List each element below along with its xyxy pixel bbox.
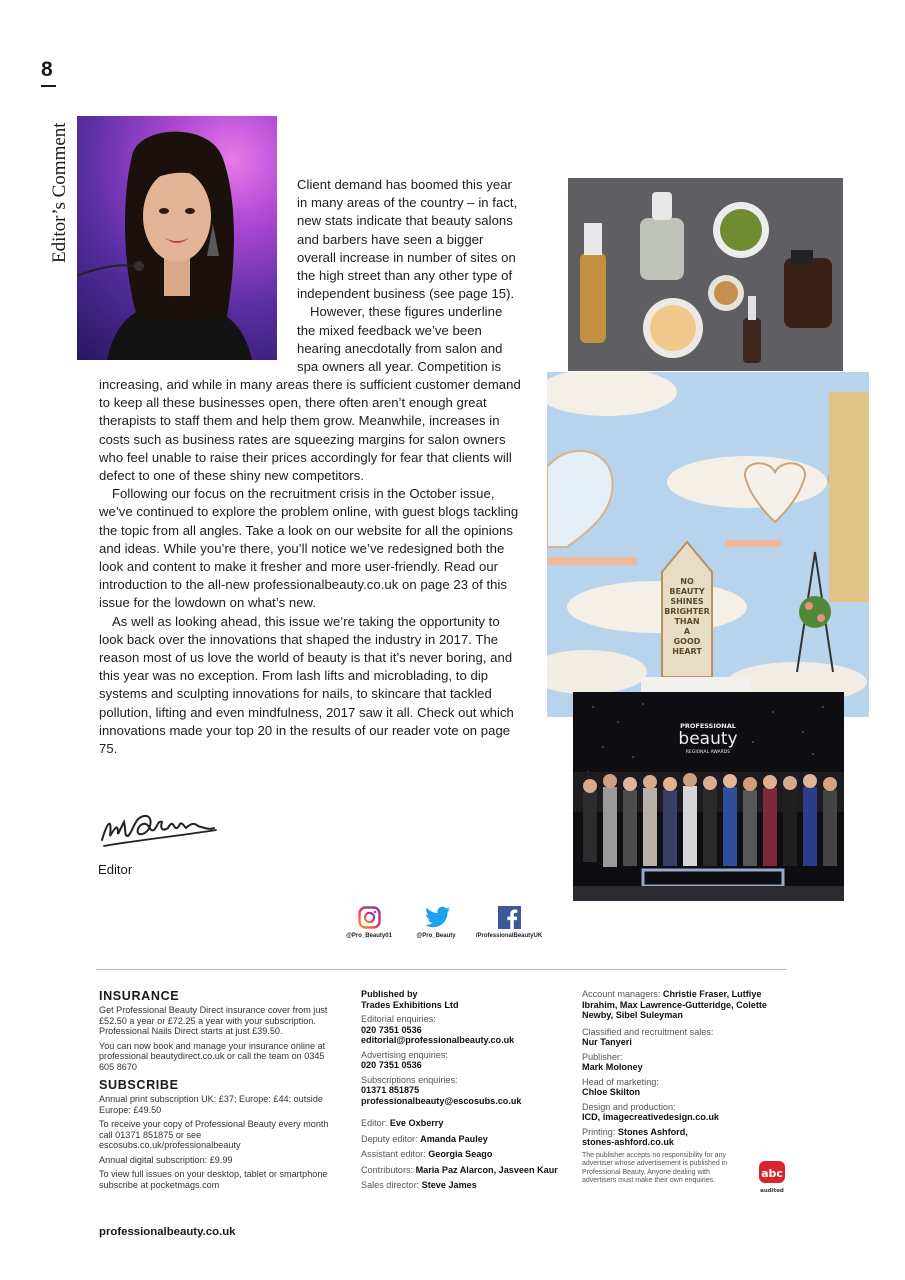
article-intro-wrapped: [297, 176, 525, 376]
twitter-icon: [425, 906, 448, 929]
editor-signature: [98, 800, 222, 858]
abc-caption: audited: [760, 1188, 784, 1194]
subscribe-text: To view full issues on your desktop, tablet or smartphone subscribe at pocketmags.com: [99, 1169, 328, 1190]
abc-logo-text: abc: [761, 1167, 783, 1180]
social-twitter[interactable]: [404, 906, 468, 939]
advertising-phone: 020 7351 0536: [361, 1060, 422, 1070]
subscriptions-enquiries-label: Subscriptions enquiries:: [361, 1074, 458, 1085]
social-handle: @Pro_Beauty: [416, 933, 456, 939]
salon-sign-word: A: [683, 627, 691, 636]
salon-interior-photo: [547, 372, 869, 717]
signature-label: Editor: [98, 862, 133, 877]
account-managers: Account managers: Christie Fraser, Lutfiye Ibrahim, Max Lawrence-Gutteridge, Colette Newby, Sibel Suleyman: [582, 989, 767, 1020]
printing-entry: Printing: Stones Ashford, stones-ashford.co.uk: [582, 1126, 688, 1147]
article-line: the high street than any other type of: [297, 268, 513, 284]
article-paragraph: As well as looking ahead, this issue we’re taking the opportunity to look back over the innovations that shaped the industry in 2017. The reason most of us love the world of beauty is that it’s never boring, and this year was no exception. From lash lifts and microblading, to dip systems and sculpting innovations for nails, to skincare that tackled pollution, lifting and even mindfulness, 2017 saw it all. Check out which innovations made your top 20 in the results of our reader vote on page 75.: [99, 613, 514, 757]
insurance-text: Get Professional Beauty Direct insurance cover from just £52.50 a year or £72.25 a year with your subscription. Professional Nails Direct starts at just £39.50.: [99, 1005, 328, 1036]
social-handle: @Pro_Beauty01: [346, 933, 392, 939]
skincare-products-photo: [568, 178, 843, 371]
marketing-name: Chloe Skilton: [582, 1087, 641, 1097]
article-line: overall increase in number of sites on: [297, 249, 516, 265]
section-title: Editor’s Comment: [49, 122, 70, 264]
social-handle: /ProfessionalBeautyUK: [475, 933, 543, 939]
article-line: However, these figures underline: [310, 304, 503, 320]
subscribe-text: To receive your copy of Professional Beauty every month call 01371 851875 or see escosubs.co.uk/professionalbeauty: [99, 1119, 329, 1150]
footer-publisher: [361, 989, 561, 1195]
salon-sign-word: THAN: [674, 617, 700, 626]
design-label: Design and production:: [582, 1101, 676, 1112]
staff-entry: Deputy editor: Amanda Pauley: [361, 1133, 488, 1144]
advertising-enquiries-label: Advertising enquiries:: [361, 1049, 448, 1060]
salon-sign-word: HEART: [672, 647, 702, 656]
editorial-enquiries-label: Editorial enquiries:: [361, 1014, 436, 1024]
article-body: [99, 376, 525, 758]
salon-sign-word: BRIGHTER: [664, 607, 710, 616]
instagram-icon: [358, 906, 381, 929]
subscriptions-email[interactable]: professionalbeauty@escosubs.co.uk: [361, 1095, 522, 1106]
article-paragraph: Following our focus on the recruitment crisis in the October issue, we’ve continued to explore the problem online, with guest blogs tackling the topic from all angles. Take a look on our website for all the opinions and ideas. While you’re there, you’ll notice we’ve redesigned both the look and content to make it fresher and more user-friendly. Read our introduction to the all-new professionalbeauty.co.uk on page 23 of this issue for the lowdown on what’s new.: [99, 486, 519, 611]
article-line: independent business (see page 15).: [297, 286, 515, 302]
awards-group-illustration: [573, 692, 844, 901]
subscribe-heading: SUBSCRIBE: [99, 1078, 179, 1092]
publisher-company: Trades Exhibitions Ltd: [361, 999, 459, 1010]
footer-insurance-subscribe: [99, 989, 339, 1194]
salon-sign-word: GOOD: [673, 637, 701, 646]
salon-interior-illustration: [547, 372, 869, 717]
website-link[interactable]: professionalbeauty.co.uk: [99, 1226, 236, 1238]
social-facebook[interactable]: [468, 906, 550, 939]
page-number-rule: [41, 85, 56, 87]
editor-portrait-photo: [77, 116, 277, 360]
insurance-text: You can now book and manage your insurance online at professional beautydirect.co.uk or call the team on 0345 605 8670: [99, 1040, 326, 1072]
skincare-products-illustration: [568, 178, 843, 371]
article-line: and barbers have seen a bigger: [297, 231, 484, 247]
subscribe-text: Annual digital subscription: £9.99: [99, 1154, 233, 1165]
footer-staff: [582, 989, 782, 1186]
publisher-disclaimer: The publisher accepts no responsibility for any advertiser whose advertisement is published in Professional Beauty. Anyone dealing with advertisers must make their own enquiries.: [582, 1151, 728, 1185]
awards-banner-top: PROFESSIONAL: [680, 722, 736, 730]
social-instagram[interactable]: [336, 906, 402, 939]
article-line: in many areas of the country – in fact,: [297, 195, 518, 211]
subscriptions-phone: 01371 851875: [361, 1085, 420, 1095]
page-number: 8: [41, 58, 53, 81]
staff-entry: Sales director: Steve James: [361, 1180, 477, 1190]
staff-entry: Editor: Eve Oxberry: [361, 1118, 444, 1128]
publisher-label: Publisher:: [582, 1051, 623, 1062]
article-paragraph: increasing, and while in many areas there is sufficient customer demand to keep all these businesses open, there often aren’t enough great therapists to staff them and help them grow. Meanwhile, increases in costs such as business rates are squeezing margins for salon owners who feel unable to raise their prices accordingly for fear that clients will defect to one of these shiny new competitors.: [99, 377, 521, 484]
publisher-name: Mark Moloney: [582, 1062, 643, 1072]
editor-portrait-illustration: [77, 116, 277, 360]
published-by-label: Published by: [361, 989, 418, 999]
article-line: spa owners all year. Competition is: [297, 359, 502, 375]
salon-sign-word: BEAUTY: [669, 587, 705, 596]
awards-banner-main: beauty: [678, 729, 738, 749]
awards-banner-sub: REGIONAL AWARDS: [685, 750, 731, 755]
salon-sign-word: NO: [680, 577, 694, 586]
awards-group-photo: [573, 692, 844, 901]
insurance-heading: INSURANCE: [99, 989, 180, 1003]
footer-divider: [96, 969, 786, 970]
subscribe-text: Annual print subscription UK: £37; Europe: £44; outside Europe: £49.50: [99, 1094, 323, 1115]
editorial-phone: 020 7351 0536: [361, 1024, 422, 1035]
article-line: Client demand has boomed this year: [297, 177, 512, 192]
article-line: the mixed feedback we’ve been: [297, 322, 482, 338]
facebook-icon: [498, 906, 521, 929]
classified-name: Nur Tanyeri: [582, 1037, 632, 1047]
staff-entry: Assistant editor: Georgia Seago: [361, 1149, 493, 1159]
abc-audited-logo: [757, 1160, 787, 1194]
article-line: hearing anecdotally from salon and: [297, 340, 503, 356]
design-name: ICD, imagecreativedesign.co.uk: [582, 1112, 719, 1122]
salon-sign-word: SHINES: [670, 597, 704, 606]
staff-entry: Contributors: Maria Paz Alarcon, Jasveen Kaur: [361, 1164, 558, 1175]
classified-label: Classified and recruitment sales:: [582, 1026, 714, 1037]
article-line: new stats indicate that beauty salons: [297, 213, 513, 229]
editorial-email[interactable]: editorial@professionalbeauty.co.uk: [361, 1035, 515, 1045]
marketing-label: Head of marketing:: [582, 1076, 659, 1087]
